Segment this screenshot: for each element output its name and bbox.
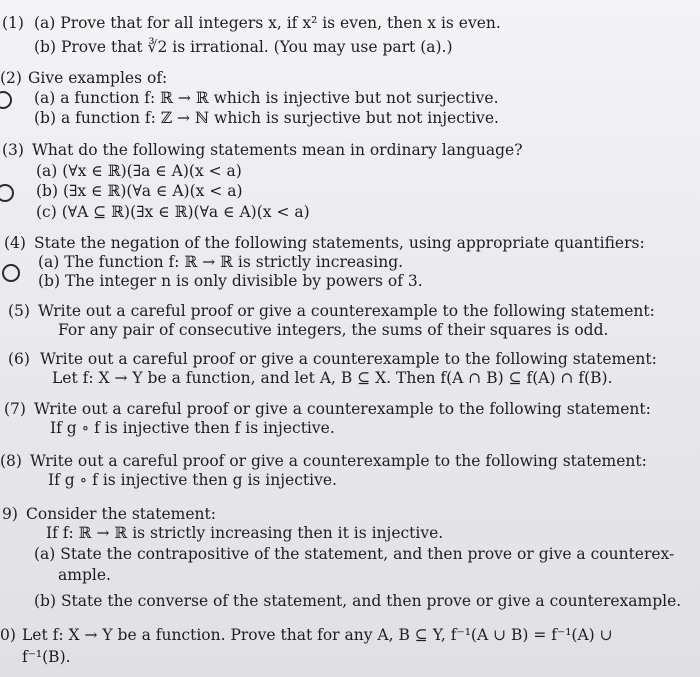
- problem-3c: (c) (∀A ⊆ ℝ)(∃x ∈ ℝ)(∀a ∈ A)(x < a): [36, 203, 310, 221]
- problem-5-stem: Write out a careful proof or give a counterexample to the following statement:: [38, 302, 655, 320]
- problem-6-stem: Write out a careful proof or give a counterexample to the following statement:: [40, 350, 657, 368]
- problem-7-number: (7): [4, 400, 26, 418]
- problem-2a: (a) a function f: ℝ → ℝ which is injective but not surjective.: [34, 89, 499, 107]
- problem-1a: (a) Prove that for all integers x, if x² is even, then x is even.: [34, 14, 501, 32]
- problem-10-number: 0): [0, 626, 16, 644]
- problem-3b: (b) (∃x ∈ ℝ)(∀a ∈ A)(x < a): [36, 182, 243, 200]
- problem-9b: (b) State the converse of the statement, and then prove or give a counterexample.: [34, 592, 682, 610]
- problem-7-stem: Write out a careful proof or give a counterexample to the following statement:: [34, 400, 651, 418]
- problem-4-stem: State the negation of the following statements, using appropriate quantifiers:: [34, 234, 645, 252]
- problem-5-statement: For any pair of consecutive integers, the sums of their squares is odd.: [58, 321, 609, 339]
- problem-9-statement: If f: ℝ → ℝ is strictly increasing then it is injective.: [46, 524, 444, 542]
- problem-9a: (a) State the contrapositive of the statement, and then prove or give a counterex-: [34, 545, 675, 563]
- problem-7-statement: If g ∘ f is injective then f is injective.: [50, 419, 335, 437]
- problem-10-continued: f⁻¹(B).: [22, 648, 71, 666]
- problem-1b: (b) Prove that ∛2 is irrational. (You may use part (a).): [34, 38, 453, 56]
- margin-hole-mark: [0, 184, 14, 202]
- problem-9-stem: Consider the statement:: [26, 505, 216, 523]
- problem-10-stem: Let f: X → Y be a function. Prove that for any A, B ⊆ Y, f⁻¹(A ∪ B) = f⁻¹(A) ∪: [22, 626, 613, 644]
- problem-4-number: (4): [4, 234, 26, 252]
- problem-8-stem: Write out a careful proof or give a counterexample to the following statement:: [30, 452, 647, 470]
- problem-9-number: 9): [2, 505, 18, 523]
- problem-3-number: (3): [2, 141, 24, 159]
- problem-9a-continued: ample.: [58, 566, 111, 584]
- problem-4a: (a) The function f: ℝ → ℝ is strictly increasing.: [38, 253, 404, 271]
- margin-hole-mark: [2, 264, 20, 282]
- problem-4b: (b) The integer n is only divisible by powers of 3.: [38, 272, 423, 290]
- margin-hole-mark: [0, 91, 12, 109]
- problem-6-number: (6): [8, 350, 30, 368]
- problem-8-number: (8): [0, 452, 22, 470]
- problem-6-statement: Let f: X → Y be a function, and let A, B ⊆ X. Then f(A ∩ B) ⊆ f(A) ∩ f(B).: [52, 369, 613, 387]
- problem-3a: (a) (∀x ∈ ℝ)(∃a ∈ A)(x < a): [36, 162, 242, 180]
- problem-2-stem: Give examples of:: [28, 69, 168, 87]
- problem-5-number: (5): [8, 302, 30, 320]
- problem-2-number: (2): [0, 69, 22, 87]
- problem-8-statement: If g ∘ f is injective then g is injective.: [48, 471, 337, 489]
- problem-2b: (b) a function f: ℤ → ℕ which is surjective but not injective.: [34, 109, 499, 127]
- problem-3-stem: What do the following statements mean in ordinary language?: [32, 141, 523, 159]
- problem-1-number: (1): [2, 14, 24, 32]
